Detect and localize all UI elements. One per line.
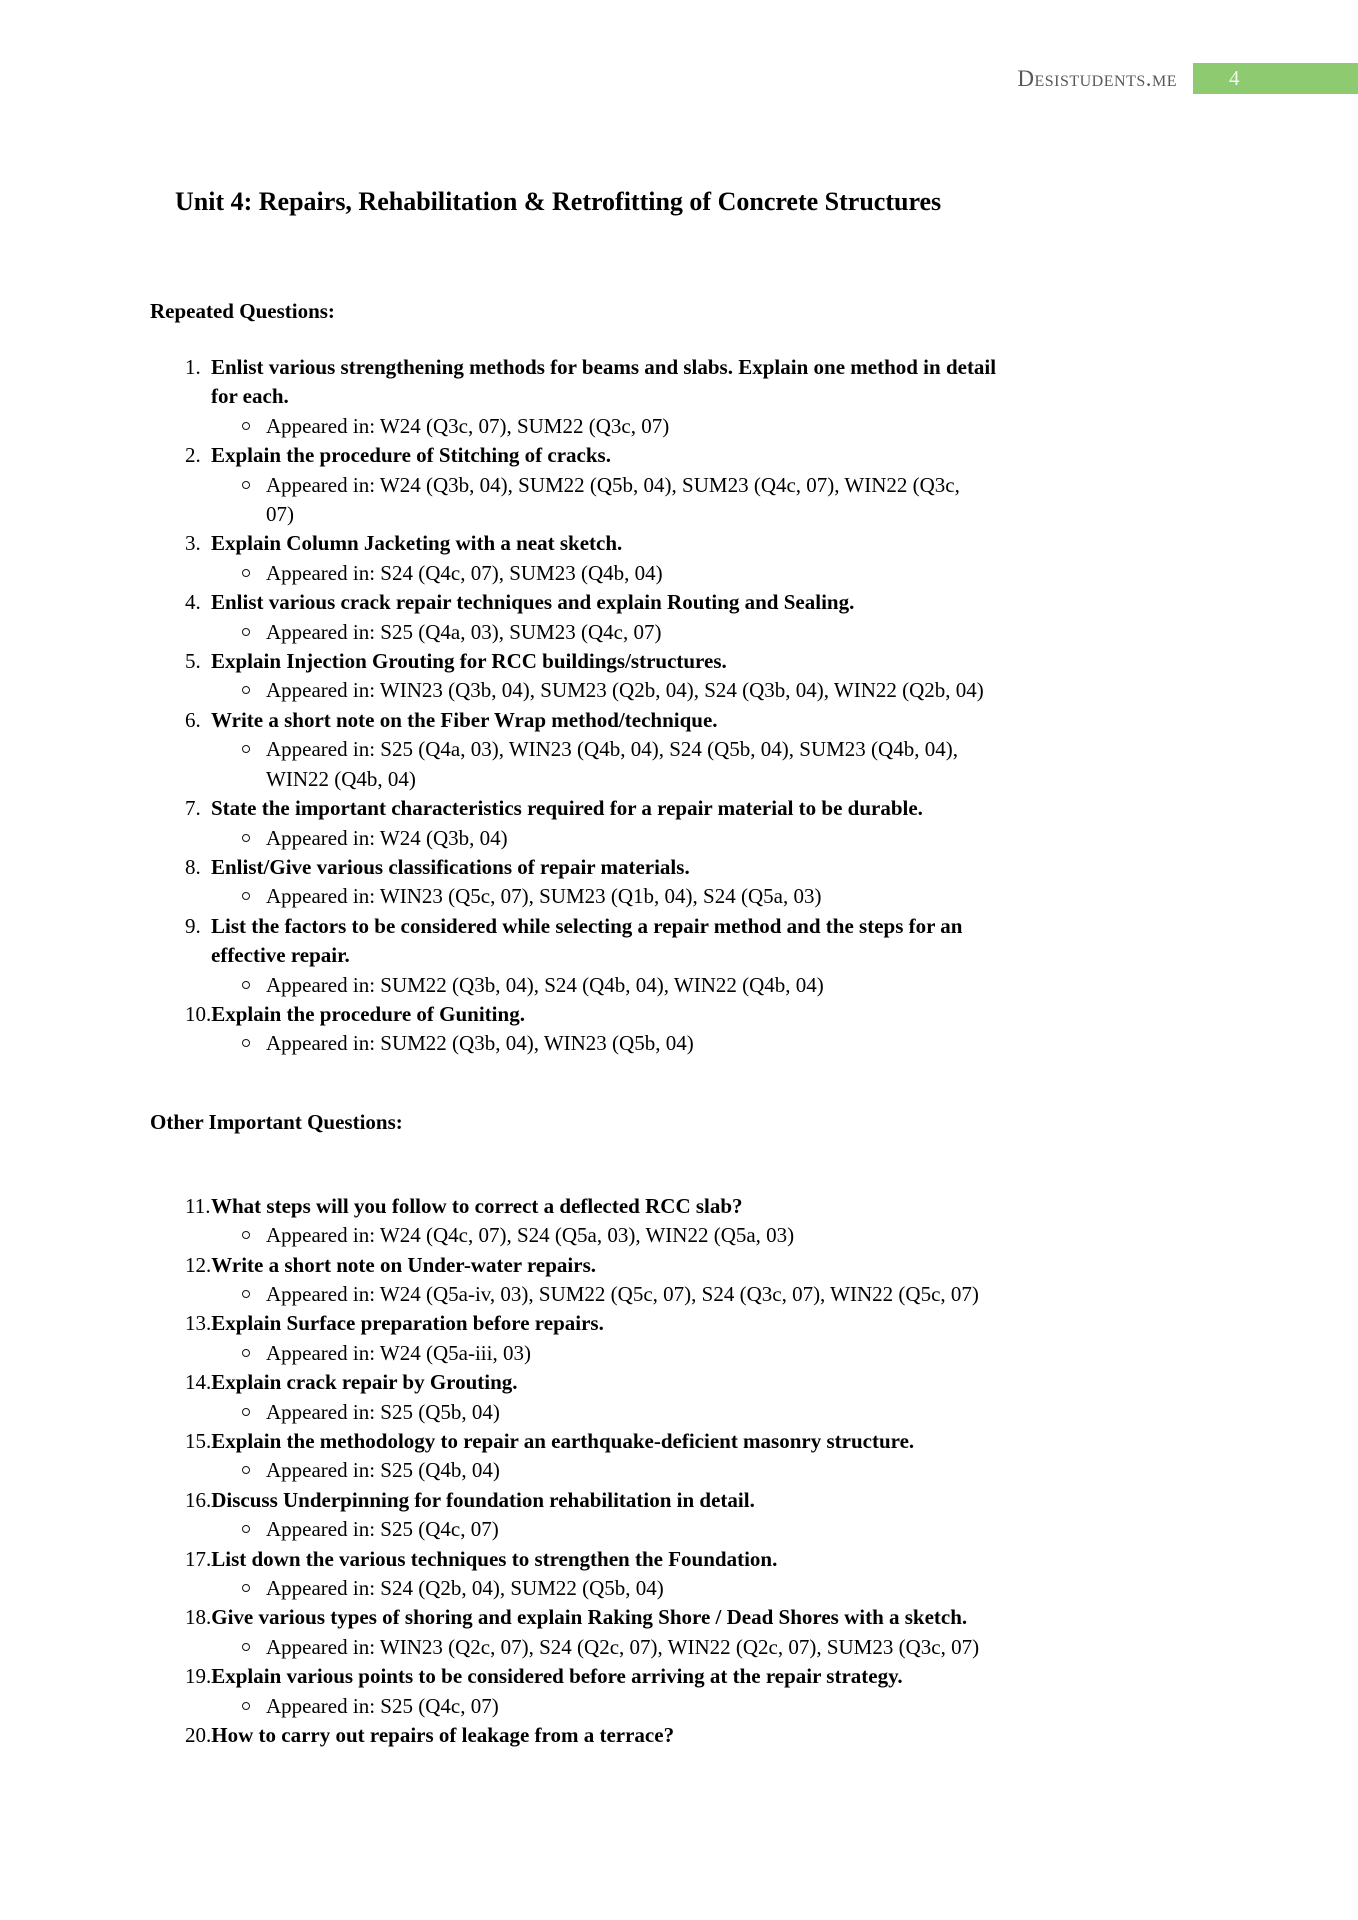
question-line bbox=[185, 1309, 1230, 1338]
question-line bbox=[185, 1251, 1230, 1280]
question-line bbox=[185, 647, 1230, 676]
appeared-in-text bbox=[266, 824, 1230, 853]
circle-bullet-icon bbox=[242, 686, 250, 694]
question-line bbox=[185, 1662, 1230, 1691]
circle-bullet-icon bbox=[242, 892, 250, 900]
appeared-in-text bbox=[266, 1339, 1230, 1368]
appeared-in-text bbox=[266, 1515, 1230, 1544]
question-text-line: Explain the methodology to repair an earthquake-deficient masonry structure. bbox=[211, 1429, 915, 1453]
question-line bbox=[185, 1545, 1230, 1574]
question-item bbox=[185, 1545, 1230, 1604]
question-item bbox=[185, 1603, 1230, 1662]
appeared-in-line bbox=[185, 471, 1230, 530]
appeared-in-text bbox=[266, 882, 1230, 911]
question-item bbox=[185, 529, 1230, 588]
circle-bullet-icon bbox=[242, 1290, 250, 1298]
circle-bullet-icon bbox=[242, 1584, 250, 1592]
page-title: Unit 4: Repairs, Rehabilitation & Retrofitting of Concrete Structures bbox=[175, 187, 942, 216]
question-text bbox=[211, 529, 1230, 558]
question-line bbox=[185, 1000, 1230, 1029]
question-item bbox=[185, 1251, 1230, 1310]
question-item bbox=[185, 1368, 1230, 1427]
appeared-in-text-line: Appeared in: S24 (Q2b, 04), SUM22 (Q5b, 04) bbox=[266, 1576, 664, 1601]
question-number: 8. bbox=[185, 854, 201, 879]
appeared-in-text bbox=[266, 1692, 1230, 1721]
question-text-line: List down the various techniques to strengthen the Foundation. bbox=[211, 1546, 778, 1571]
appeared-in-line bbox=[185, 1692, 1230, 1721]
question-text bbox=[211, 1427, 1230, 1456]
appeared-in-text-line: Appeared in: S25 (Q5b, 04) bbox=[266, 1399, 500, 1424]
question-text-line: Explain the procedure of Stitching of cracks. bbox=[211, 443, 611, 468]
question-text-line: List the factors to be considered while selecting a repair method and the steps for an bbox=[211, 913, 963, 938]
appeared-in-text-line: Appeared in: S25 (Q4b, 04) bbox=[266, 1458, 500, 1483]
appeared-in-text-line: Appeared in: W24 (Q3b, 04) bbox=[266, 825, 508, 850]
question-number: 6. bbox=[185, 707, 201, 732]
appeared-in-line bbox=[185, 735, 1230, 794]
question-line bbox=[185, 1721, 1230, 1750]
question-text-line: Explain various points to be considered before arriving at the repair strategy. bbox=[211, 1664, 903, 1689]
appeared-in-text-line: Appeared in: SUM22 (Q3b, 04), S24 (Q4b, 04), WIN22 (Q4b, 04) bbox=[266, 972, 824, 997]
appeared-in-text bbox=[266, 471, 1230, 530]
site-name: Desistudents.me bbox=[1017, 66, 1177, 91]
question-list bbox=[150, 353, 1230, 1059]
question-line bbox=[185, 529, 1230, 558]
circle-bullet-icon bbox=[242, 1408, 250, 1416]
question-item bbox=[185, 1486, 1230, 1545]
question-number: 19. bbox=[185, 1664, 212, 1689]
question-number: 15. bbox=[185, 1429, 212, 1453]
appeared-in-line bbox=[185, 1456, 1230, 1485]
appeared-in-text-line: Appeared in: WIN23 (Q3b, 04), SUM23 (Q2b, 04), S24 (Q3b, 04), WIN22 (Q2b, 04) bbox=[266, 678, 984, 703]
circle-bullet-icon bbox=[242, 1525, 250, 1533]
question-text bbox=[211, 1486, 1230, 1515]
circle-bullet-icon bbox=[242, 834, 250, 842]
appeared-in-text-line: Appeared in: SUM22 (Q3b, 04), WIN23 (Q5b, 04) bbox=[266, 1031, 694, 1056]
question-text bbox=[211, 912, 1230, 971]
appeared-in-text bbox=[266, 412, 1230, 441]
circle-bullet-icon bbox=[242, 569, 250, 577]
appeared-in-text-line: Appeared in: W24 (Q5a-iv, 03), SUM22 (Q5c, 07), S24 (Q3c, 07), WIN22 (Q5c, 07) bbox=[266, 1281, 979, 1306]
question-line bbox=[185, 588, 1230, 617]
question-text bbox=[211, 1545, 1230, 1574]
question-item bbox=[185, 912, 1230, 1000]
question-text bbox=[211, 647, 1230, 676]
question-item bbox=[185, 588, 1230, 647]
question-item bbox=[185, 1000, 1230, 1059]
question-item bbox=[185, 1662, 1230, 1721]
question-item bbox=[185, 794, 1230, 853]
question-text-line: State the important characteristics required for a repair material to be durable. bbox=[211, 796, 923, 821]
question-number: 12. bbox=[185, 1252, 212, 1277]
question-text bbox=[211, 441, 1230, 470]
appeared-in-text-line: Appeared in: W24 (Q5a-iii, 03) bbox=[266, 1340, 531, 1365]
question-text bbox=[211, 706, 1230, 735]
question-line bbox=[185, 1427, 1230, 1456]
question-text-line: Give various types of shoring and explain Raking Shore / Dead Shores with a sketch. bbox=[211, 1605, 968, 1630]
section-heading: Other Important Questions: bbox=[150, 1109, 403, 1134]
question-number: 20. bbox=[185, 1723, 212, 1748]
appeared-in-line bbox=[185, 1633, 1230, 1662]
question-text-line: Enlist/Give various classifications of repair materials. bbox=[211, 854, 690, 879]
appeared-in-text bbox=[266, 618, 1230, 647]
appeared-in-text bbox=[266, 1456, 1230, 1485]
appeared-in-line bbox=[185, 824, 1230, 853]
appeared-in-text-line: Appeared in: W24 (Q4c, 07), S24 (Q5a, 03), WIN22 (Q5a, 03) bbox=[266, 1223, 795, 1248]
question-text-line: Discuss Underpinning for foundation rehabilitation in detail. bbox=[211, 1487, 755, 1512]
question-number: 4. bbox=[185, 590, 201, 615]
question-number: 9. bbox=[185, 913, 201, 938]
circle-bullet-icon bbox=[242, 1039, 250, 1047]
question-text-line: What steps will you follow to correct a deflected RCC slab? bbox=[211, 1193, 743, 1218]
question-section bbox=[150, 1108, 1230, 1751]
appeared-in-text bbox=[266, 735, 1230, 794]
question-number: 18. bbox=[185, 1605, 212, 1630]
question-item bbox=[185, 647, 1230, 706]
circle-bullet-icon bbox=[242, 745, 250, 753]
circle-bullet-icon bbox=[242, 1702, 250, 1710]
circle-bullet-icon bbox=[242, 1466, 250, 1474]
question-text bbox=[211, 1309, 1230, 1338]
appeared-in-line bbox=[185, 971, 1230, 1000]
question-line bbox=[185, 1192, 1230, 1221]
question-section bbox=[150, 297, 1230, 1059]
appeared-in-text bbox=[266, 676, 1230, 705]
appeared-in-line bbox=[185, 1339, 1230, 1368]
appeared-in-text-line: Appeared in: WIN23 (Q2c, 07), S24 (Q2c, 07), WIN22 (Q2c, 07), SUM23 (Q3c, 07) bbox=[266, 1634, 980, 1659]
question-line bbox=[185, 1368, 1230, 1397]
appeared-in-text bbox=[266, 1221, 1230, 1250]
appeared-in-line bbox=[185, 1280, 1230, 1309]
question-text-line: Explain Injection Grouting for RCC buildings/structures. bbox=[211, 649, 727, 674]
circle-bullet-icon bbox=[242, 481, 250, 489]
appeared-in-text-line: Appeared in: WIN23 (Q5c, 07), SUM23 (Q1b, 04), S24 (Q5a, 03) bbox=[266, 884, 822, 909]
question-number: 5. bbox=[185, 649, 201, 674]
appeared-in-text-line: WIN22 (Q4b, 04) bbox=[266, 766, 416, 791]
appeared-in-text-line: Appeared in: W24 (Q3b, 04), SUM22 (Q5b, 04), SUM23 (Q4c, 07), WIN22 (Q3c, bbox=[266, 472, 960, 497]
appeared-in-text bbox=[266, 1574, 1230, 1603]
question-item bbox=[185, 853, 1230, 912]
question-text-line: effective repair. bbox=[211, 943, 350, 968]
appeared-in-text-line: Appeared in: S25 (Q4c, 07) bbox=[266, 1517, 499, 1542]
appeared-in-text-line: Appeared in: S24 (Q4c, 07), SUM23 (Q4b, 04) bbox=[266, 560, 663, 585]
appeared-in-text-line: 07) bbox=[266, 502, 294, 527]
question-text bbox=[211, 1368, 1230, 1397]
section-heading: Repeated Questions: bbox=[150, 299, 335, 323]
question-text bbox=[211, 794, 1230, 823]
question-line bbox=[185, 794, 1230, 823]
sections bbox=[150, 297, 1230, 1750]
question-text bbox=[211, 1603, 1230, 1632]
question-item bbox=[185, 706, 1230, 794]
question-item bbox=[185, 1309, 1230, 1368]
appeared-in-text-line: Appeared in: W24 (Q3c, 07), SUM22 (Q3c, 07) bbox=[266, 413, 670, 438]
question-text bbox=[211, 588, 1230, 617]
question-item bbox=[185, 1721, 1230, 1750]
appeared-in-line bbox=[185, 1515, 1230, 1544]
appeared-in-text bbox=[266, 1398, 1230, 1427]
appeared-in-text bbox=[266, 1280, 1230, 1309]
question-line bbox=[185, 853, 1230, 882]
appeared-in-text bbox=[266, 559, 1230, 588]
question-line bbox=[185, 1486, 1230, 1515]
question-line bbox=[185, 912, 1230, 971]
appeared-in-line bbox=[185, 1221, 1230, 1250]
circle-bullet-icon bbox=[242, 1231, 250, 1239]
question-line bbox=[185, 441, 1230, 470]
appeared-in-line bbox=[185, 559, 1230, 588]
question-text-line: Write a short note on the Fiber Wrap method/technique. bbox=[211, 707, 718, 732]
question-number: 2. bbox=[185, 443, 201, 468]
question-text-line: Write a short note on Under-water repairs. bbox=[211, 1252, 596, 1277]
appeared-in-line bbox=[185, 1029, 1230, 1058]
question-number: 1. bbox=[185, 355, 201, 379]
question-text bbox=[211, 353, 1230, 412]
page-number: 4 bbox=[1229, 66, 1240, 90]
question-line bbox=[185, 1603, 1230, 1632]
appeared-in-line bbox=[185, 1398, 1230, 1427]
question-text-line: Explain crack repair by Grouting. bbox=[211, 1370, 518, 1395]
question-text-line: How to carry out repairs of leakage from a terrace? bbox=[211, 1723, 675, 1748]
question-text bbox=[211, 853, 1230, 882]
question-number: 14. bbox=[185, 1370, 212, 1395]
question-number: 3. bbox=[185, 531, 201, 556]
question-number: 16. bbox=[185, 1487, 212, 1512]
circle-bullet-icon bbox=[242, 628, 250, 636]
question-number: 17. bbox=[185, 1546, 212, 1571]
question-text bbox=[211, 1251, 1230, 1280]
question-line bbox=[185, 353, 1230, 412]
question-text bbox=[211, 1721, 1230, 1750]
question-text-line: Explain Surface preparation before repairs. bbox=[211, 1311, 604, 1336]
question-number: 11. bbox=[185, 1193, 211, 1218]
appeared-in-text bbox=[266, 1633, 1230, 1662]
question-line bbox=[185, 706, 1230, 735]
appeared-in-line bbox=[185, 882, 1230, 911]
circle-bullet-icon bbox=[242, 981, 250, 989]
appeared-in-line bbox=[185, 618, 1230, 647]
appeared-in-text bbox=[266, 1029, 1230, 1058]
document-content bbox=[150, 0, 1230, 1750]
question-text-line: Enlist various strengthening methods for beams and slabs. Explain one method in detail bbox=[211, 355, 997, 379]
question-text bbox=[211, 1000, 1230, 1029]
appeared-in-line bbox=[185, 1574, 1230, 1603]
circle-bullet-icon bbox=[242, 1643, 250, 1651]
appeared-in-line bbox=[185, 412, 1230, 441]
question-item bbox=[185, 1427, 1230, 1486]
question-text bbox=[211, 1662, 1230, 1691]
question-text-line: Explain the procedure of Guniting. bbox=[211, 1001, 525, 1026]
question-item bbox=[185, 353, 1230, 441]
appeared-in-text-line: Appeared in: S25 (Q4a, 03), WIN23 (Q4b, 04), S24 (Q5b, 04), SUM23 (Q4b, 04), bbox=[266, 737, 958, 762]
appeared-in-text-line: Appeared in: S25 (Q4a, 03), SUM23 (Q4c, 07) bbox=[266, 619, 662, 644]
question-text bbox=[211, 1192, 1230, 1221]
question-list bbox=[150, 1192, 1230, 1751]
question-item bbox=[185, 441, 1230, 529]
circle-bullet-icon bbox=[242, 1349, 250, 1357]
question-number: 13. bbox=[185, 1311, 212, 1336]
appeared-in-text bbox=[266, 971, 1230, 1000]
question-number: 10. bbox=[185, 1001, 212, 1026]
question-text-line: for each. bbox=[211, 384, 289, 409]
question-item bbox=[185, 1192, 1230, 1251]
question-text-line: Enlist various crack repair techniques and explain Routing and Sealing. bbox=[211, 590, 855, 615]
question-number: 7. bbox=[185, 796, 201, 821]
appeared-in-text-line: Appeared in: S25 (Q4c, 07) bbox=[266, 1693, 499, 1718]
appeared-in-line bbox=[185, 676, 1230, 705]
question-text-line: Explain Column Jacketing with a neat sketch. bbox=[211, 531, 623, 556]
circle-bullet-icon bbox=[242, 422, 250, 430]
